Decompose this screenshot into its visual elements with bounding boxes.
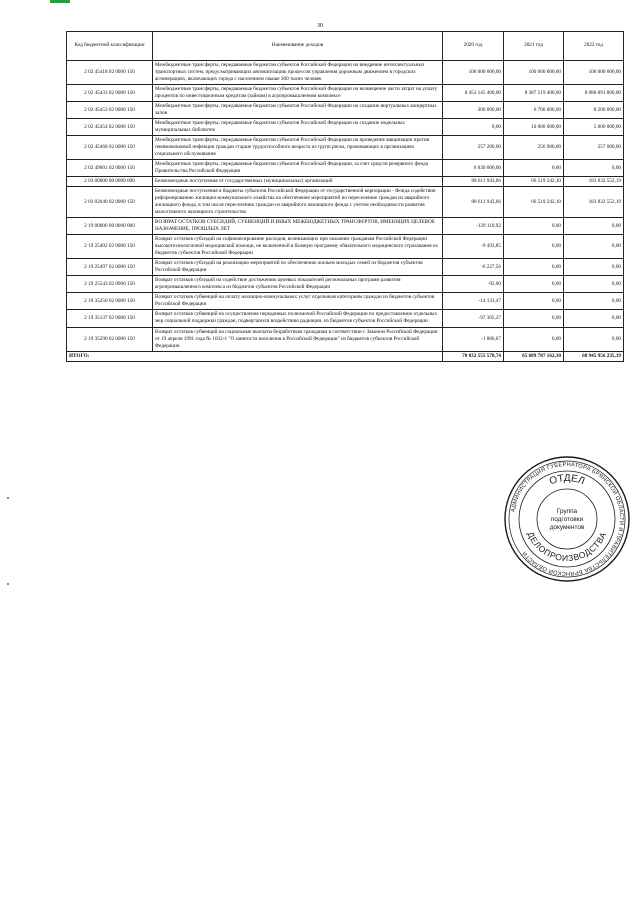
row-name: ВОЗВРАТ ОСТАТКОВ СУБСИДИЙ, СУБВЕНЦИЙ И ИНЫХ МЕЖБЮДЖЕТНЫХ ТРАНСФЕРТОВ, ИМЕЮЩИХ ЦЕЛЕВОЕ НАЗНАЧЕНИЕ, ПРОШЛЫХ ЛЕТ — [153, 218, 443, 235]
table-row — [67, 102, 624, 119]
row-name: Межбюджетные трансферты, передаваемые бюджетам субъектов Российской Федерации на создание виртуальных концертных залов — [153, 102, 443, 119]
table-row — [67, 218, 624, 235]
row-value-2022: 0,00 — [564, 276, 624, 293]
row-value-2021: 8 387 519 400,00 — [504, 85, 564, 102]
table-row — [67, 327, 624, 351]
header-2022: 2022 год — [564, 32, 624, 61]
row-name: Возврат остатков субвенций на социальные выплаты безработным гражданам в соответствии с Законом Российской Федерации от 19 апреля 1991 года № 1032-1 "О занятости населения в Российской Федерации" из бюджетов субъектов Российской Федерации — [153, 327, 443, 351]
row-value-2022: 0,00 — [564, 259, 624, 276]
row-name: Возврат остатков субсидий на софинансирование расходов, возникающих при оказании гражданам Российской Федерации высокотехнологичной медицинской помощи, не включенной в базовую программу обязательного медицинского страхования из бюджетов субъектов Российской Федерации — [153, 235, 443, 259]
row-value-2020: 88 611 943,66 — [443, 187, 504, 218]
header-2020: 2020 год — [443, 32, 504, 61]
row-value-2022: 0,00 — [564, 310, 624, 327]
row-value-2020: -1 866,67 — [443, 327, 504, 351]
total-row — [67, 351, 624, 361]
row-name: Возврат остатков субсидий на реализацию мероприятий по обеспечению жильем молодых семей из бюджетов субъектов Российской Федерации — [153, 259, 443, 276]
page-number: 30 — [317, 23, 323, 29]
budget-table — [66, 31, 624, 362]
row-value-2020: 257 200,00 — [443, 136, 504, 160]
table-row — [67, 293, 624, 310]
header-2021: 2021 год — [504, 32, 564, 61]
row-value-2021: 0,00 — [504, 276, 564, 293]
row-value-2020: 100 000 000,00 — [443, 61, 504, 85]
stamp-center-line2: подготовки — [550, 516, 584, 523]
margin-mark — [7, 497, 9, 499]
row-name: Возврат остатков субсидий на содействие достижению целевых показателей региональных программ развития агропромышленного комплекса из бюджетов субъектов Российской Федерации — [153, 276, 443, 293]
row-code: 2 02 45454 02 0000 150 — [67, 119, 153, 136]
row-name: Межбюджетные трансферты, передаваемые бюджетам субъектов Российской Федерации на возмещение части затрат на уплату процентов по инвестиционным кредитам (займам) в агропромышленном комплексе — [153, 85, 443, 102]
table-row — [67, 235, 624, 259]
row-name: Межбюджетные трансферты, передаваемые бюджетам субъектов Российской Федерации на проведение вакцинации против пневмококковой инфекции граждан старше трудоспособного возраста из групп риска, проживающих в организациях социального обслуживания — [153, 136, 443, 160]
total-2021: 65 689 787 162,10 — [504, 351, 564, 361]
table-row — [67, 61, 624, 85]
row-code: 2 03 02040 02 0000 150 — [67, 187, 153, 218]
stamp-dept-bottom: ДЕЛОПРОИЗВОДСТВА — [525, 530, 609, 564]
table-row — [67, 136, 624, 160]
row-code: 2 02 45418 02 0000 150 — [67, 61, 153, 85]
row-value-2020: 8 453 145 400,00 — [443, 85, 504, 102]
row-code: 2 19 35290 02 0000 150 — [67, 327, 153, 351]
row-value-2022: 183 832 552,19 — [564, 177, 624, 187]
row-value-2022: 0,00 — [564, 293, 624, 310]
table-row — [67, 177, 624, 187]
row-value-2022: 5 000 000,00 — [564, 119, 624, 136]
table-row — [67, 119, 624, 136]
row-value-2021: 0,00 — [504, 160, 564, 177]
row-code: 2 19 35137 02 0000 150 — [67, 310, 153, 327]
row-value-2022: 0,00 — [564, 235, 624, 259]
row-value-2022: 0,00 — [564, 160, 624, 177]
row-value-2022: 0,00 — [564, 327, 624, 351]
svg-text:ДЕЛОПРОИЗВОДСТВА — [526, 530, 609, 563]
row-value-2022: 8 200 000,00 — [564, 102, 624, 119]
row-value-2022: 8 080 891 800,00 — [564, 85, 624, 102]
total-label: ИТОГО: — [67, 351, 443, 361]
row-value-2022: 100 000 000,00 — [564, 61, 624, 85]
row-code: 2 19 25543 02 0000 150 — [67, 276, 153, 293]
row-name: Безвозмездные поступления в бюджеты субъектов Российской Федерации от государственной корпорации - Фонда содействия реформированию жилищно-коммунального хозяйства на обеспечение мероприятий по переселению граждан из аварийного жилищного фонда, в том числе переселению граждан из аварийного жилищного фонда с учетом необходимости развития малоэтажного жилищного строительства — [153, 187, 443, 218]
table-row — [67, 85, 624, 102]
row-code: 2 02 49001 02 0000 150 — [67, 160, 153, 177]
row-code: 2 19 25497 02 0000 150 — [67, 259, 153, 276]
row-name: Возврат остатков субвенций на оплату жилищно-коммунальных услуг отдельным категориям граждан из бюджетов субъектов Российской Федерации — [153, 293, 443, 310]
margin-mark — [7, 583, 9, 585]
row-value-2020: 88 611 943,66 — [443, 177, 504, 187]
row-value-2020: -92,00 — [443, 276, 504, 293]
row-name: Возврат остатков субвенций на осуществление переданных полномочий Российской Федерации по предоставлению отдельных мер социальной поддержки граждан, подвергшихся воздействию радиации, из бюджетов субъектов Российской Федерации — [153, 310, 443, 327]
row-value-2022: 183 832 552,19 — [564, 187, 624, 218]
corner-mark — [50, 0, 70, 3]
row-value-2021: 0,00 — [504, 235, 564, 259]
header-code: Код бюджетной классификации — [67, 32, 153, 61]
row-value-2021: 66 519 242,10 — [504, 177, 564, 187]
row-value-2020: -14 133,47 — [443, 293, 504, 310]
row-value-2021: 100 000 000,00 — [504, 61, 564, 85]
row-name: Безвозмездные поступления от государственных (муниципальных) организаций — [153, 177, 443, 187]
row-code: 2 02 45468 02 0000 150 — [67, 136, 153, 160]
row-value-2022: 0,00 — [564, 218, 624, 235]
stamp-ring-text: АДМИНИСТРАЦИЯ ГУБЕРНАТОРА БРЯНСКОЙ ОБЛАСТИ И ПРАВИТЕЛЬСТВА БРЯНСКОЙ ОБЛАСТИ — [510, 461, 625, 577]
row-value-2020: -129 118,92 — [443, 218, 504, 235]
stamp-dept-top: ОТДЕЛ — [548, 472, 587, 488]
stamp-center-line1: Группа — [556, 508, 578, 515]
row-code: 2 19 35250 02 0000 150 — [67, 293, 153, 310]
row-name: Межбюджетные трансферты, передаваемые бюджетам субъектов Российской Федерации на создание модельных муниципальных библиотек — [153, 119, 443, 136]
row-code: 2 03 00000 00 0000 000 — [67, 177, 153, 187]
row-value-2020: -6 227,56 — [443, 259, 504, 276]
row-value-2021: 256 900,00 — [504, 136, 564, 160]
row-value-2021: 0,00 — [504, 293, 564, 310]
official-stamp — [503, 455, 631, 583]
row-value-2020: 300 000,00 — [443, 102, 504, 119]
row-value-2020: -97 305,37 — [443, 310, 504, 327]
table-row — [67, 276, 624, 293]
table-row — [67, 187, 624, 218]
header-name: Наименование доходов — [153, 32, 443, 61]
row-value-2021: 66 519 242,10 — [504, 187, 564, 218]
row-code: 2 02 45433 02 0000 150 — [67, 85, 153, 102]
row-value-2022: 257 000,00 — [564, 136, 624, 160]
table-row — [67, 310, 624, 327]
row-value-2021: 0,00 — [504, 327, 564, 351]
stamp-center-line3: документов — [549, 524, 585, 531]
row-value-2021: 6 700 000,00 — [504, 102, 564, 119]
row-code: 2 19 25402 02 0000 150 — [67, 235, 153, 259]
table-header-row — [67, 32, 624, 61]
row-value-2021: 10 000 000,00 — [504, 119, 564, 136]
total-2022: 68 945 956 235,19 — [564, 351, 624, 361]
row-code: 2 02 45453 02 0000 150 — [67, 102, 153, 119]
row-name: Межбюджетные трансферты, передаваемые бюджетам субъектов Российской Федерации, за счет средств резервного фонда Правительства Российской Федерации — [153, 160, 443, 177]
table-row — [67, 160, 624, 177]
table-row — [67, 259, 624, 276]
row-value-2021: 0,00 — [504, 310, 564, 327]
svg-text:ОТДЕЛ — [548, 473, 586, 487]
row-code: 2 19 00000 00 0000 000 — [67, 218, 153, 235]
row-value-2020: -9 493,85 — [443, 235, 504, 259]
row-value-2020: 0,00 — [443, 119, 504, 136]
row-value-2021: 0,00 — [504, 218, 564, 235]
row-name: Межбюджетные трансферты, передаваемые бюджетам субъектов Российской Федерации на внедрение интеллектуальных транспортных систем, предусматривающих автоматизацию процессов управления дорожным движением в городских агломерациях, включающих города с населением свыше 300 тысяч человек — [153, 61, 443, 85]
row-value-2021: 0,00 — [504, 259, 564, 276]
total-2020: 70 832 555 570,74 — [443, 351, 504, 361]
row-value-2020: 6 030 000,00 — [443, 160, 504, 177]
